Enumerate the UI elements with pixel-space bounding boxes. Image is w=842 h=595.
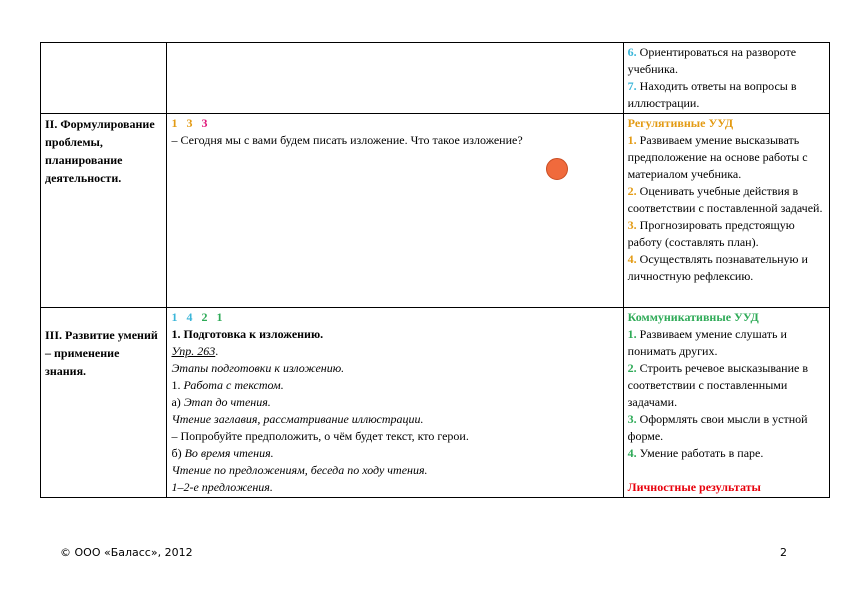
- list-item: [628, 183, 825, 217]
- item-text: Развиваем умение высказывать предположение на основе работы с материалом учебника.: [627, 133, 808, 181]
- stage-cell: [41, 114, 167, 308]
- item-text: Осуществлять познавательную и личностную рефлексию.: [627, 252, 808, 283]
- content-line: 1–2-е предложения.: [171, 480, 273, 494]
- uud-cell: [623, 43, 829, 114]
- stage-title: III. Развитие умений – применение знания.: [45, 328, 158, 378]
- marker-number: 1: [216, 310, 223, 324]
- line-text: Работа с текстом.: [183, 378, 284, 392]
- footer-copyright: © ООО «Баласс», 2012: [60, 546, 193, 559]
- uud-cell: [623, 114, 829, 308]
- exercise-ref: [171, 343, 618, 360]
- item-text: Развиваем умение слушать и понимать других.: [627, 327, 787, 358]
- personal-results-heading: Личностные результаты: [627, 480, 761, 494]
- list-item: [628, 132, 825, 183]
- item-number: 3.: [627, 412, 637, 426]
- table-row: [41, 308, 830, 498]
- item-number: 2.: [627, 361, 637, 375]
- content-line: [171, 394, 618, 411]
- content-line: [171, 377, 618, 394]
- list-item: [628, 411, 825, 445]
- marker-number: 3: [186, 116, 193, 130]
- item-number: 4.: [627, 252, 637, 266]
- uud-cell: [623, 308, 829, 498]
- item-text: Строить речевое высказывание в соответствии с поставленными задачами.: [627, 361, 808, 409]
- content-cell: [167, 43, 623, 114]
- content-cell: [167, 308, 623, 498]
- marker-number: 3: [201, 116, 208, 130]
- stage-cell: [41, 43, 167, 114]
- exercise-link: Упр. 263: [171, 344, 216, 358]
- line-text: Этап до чтения.: [183, 395, 271, 409]
- item-number: 4.: [627, 446, 637, 460]
- item-number: 3.: [627, 218, 637, 232]
- item-text: Прогнозировать предстоящую работу (составлять план).: [627, 218, 795, 249]
- content-line: Чтение по предложениям, беседа по ходу чтения.: [171, 463, 428, 477]
- list-item: [628, 217, 825, 251]
- content-line: Этапы подготовки к изложению.: [171, 361, 345, 375]
- content-line: – Попробуйте предположить, о чём будет текст, кто герои.: [171, 429, 469, 443]
- item-text: Умение работать в паре.: [639, 446, 764, 460]
- item-number: 6.: [627, 45, 637, 59]
- marker-number: 4: [186, 310, 193, 324]
- stage-cell: [41, 308, 167, 498]
- marker-number: 1: [171, 116, 178, 130]
- uud-heading: Коммуникативные УУД: [627, 310, 759, 324]
- marker-number: 1: [171, 310, 178, 324]
- list-item: [628, 251, 825, 285]
- item-text: Оценивать учебные действия в соответствии с поставленной задачей.: [627, 184, 823, 215]
- list-item: [628, 445, 825, 462]
- page-number: 2: [780, 546, 787, 559]
- exercise-tail: .: [215, 344, 219, 358]
- item-text: Оформлять свои мысли в устной форме.: [627, 412, 808, 443]
- marker-numbers: [171, 115, 618, 132]
- content-cell: [167, 114, 623, 308]
- lesson-plan-table: [40, 42, 830, 498]
- item-number: 2.: [627, 184, 637, 198]
- list-item: [628, 326, 825, 360]
- stage-title: II. Формулирование проблемы, планирование деятельности.: [45, 117, 155, 185]
- teacher-text: – Сегодня мы с вами будем писать изложение. Что такое изложение?: [171, 133, 523, 147]
- table-row: [41, 114, 830, 308]
- marker-numbers: [171, 309, 618, 326]
- item-number: 1.: [627, 133, 637, 147]
- marker-number: 2: [201, 310, 208, 324]
- line-prefix: 1.: [171, 378, 184, 392]
- line-prefix: а): [171, 395, 184, 409]
- content-line: Чтение заглавия, рассматривание иллюстрации.: [171, 412, 424, 426]
- line-text: Во время чтения.: [184, 446, 274, 460]
- orange-dot-marker: [546, 158, 568, 180]
- list-item: [628, 44, 825, 78]
- section-heading: 1. Подготовка к изложению.: [171, 327, 324, 341]
- item-text: Ориентироваться на развороте учебника.: [627, 45, 797, 76]
- uud-heading: Регулятивные УУД: [627, 116, 734, 130]
- list-item: [628, 78, 825, 112]
- item-text: Находить ответы на вопросы в иллюстрации.: [627, 79, 797, 110]
- item-number: 1.: [627, 327, 637, 341]
- list-item: [628, 360, 825, 411]
- line-prefix: б): [171, 446, 185, 460]
- content-line: [171, 445, 618, 462]
- item-number: 7.: [627, 79, 637, 93]
- table-row: [41, 43, 830, 114]
